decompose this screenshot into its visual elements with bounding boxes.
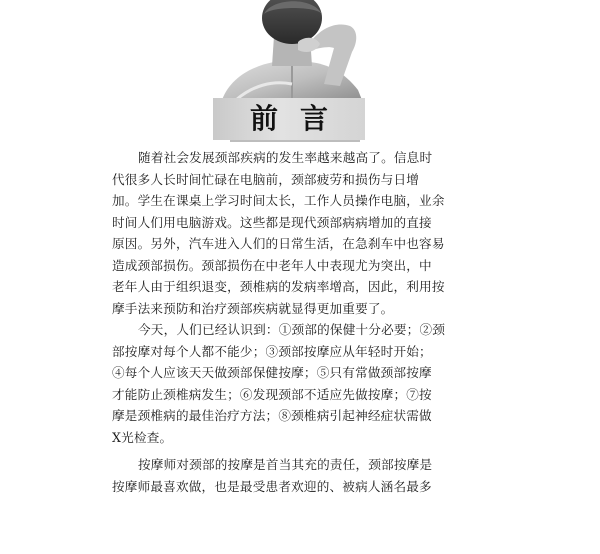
page-title: 前言 [249,102,350,135]
text-line: 按摩师对颈部的按摩是首当其充的责任，颈部按摩是 [138,457,433,472]
text-line: 造成颈部损伤。颈部损伤在中老年人中表现尤为突出，中 [112,257,432,273]
text-line: 时间人们用电脑游戏。这些都是现代颈部病病增加的直接 [112,214,432,230]
text-line: 原因。另外，汽车进入人们的日常生活，在急刹车中也容易 [112,236,445,251]
text-line: 今天，人们已经认识到：①颈部的保健十分必要；②颈 [138,322,446,337]
text-line: 老年人由于组织退变，颈椎病的发病率增高，因此，利用按 [112,279,445,294]
text-line: 摩是颈椎病的最佳治疗方法；⑧颈椎病引起神经症状需做 [112,408,432,423]
text-line: 随着社会发展颈部疾病的发生率越来越高了。信息时 [138,150,433,165]
text-line: 摩手法来预防和治疗颈部疾病就显得更加重要了。 [112,300,394,316]
text-line: 部按摩对每个人都不能少；③颈部按摩应从年轻时开始； [112,343,432,359]
paragraph-2 [112,319,452,448]
text-line: 代很多人长时间忙碌在电脑前，颈部疲劳和损伤与日增 [112,171,420,187]
text-line: X光检查。 [112,429,173,445]
paragraph-1 [112,147,452,319]
text-line: ④每个人应该天天做颈部保健按摩；⑤只有常做颈部按摩 [112,365,432,380]
text-line: 才能防止颈椎病发生；⑥发现颈部不适应先做按摩；⑦按 [112,386,432,402]
paragraph-3 [112,454,452,497]
text-line: 加。学生在课桌上学习时间太长，工作人员操作电脑，业余 [112,193,445,208]
woman-neck-photo [212,0,372,100]
text-line: 按摩师最喜欢做，也是最受患者欢迎的、被病人涵名最多 [112,478,432,494]
body-text [112,147,452,497]
